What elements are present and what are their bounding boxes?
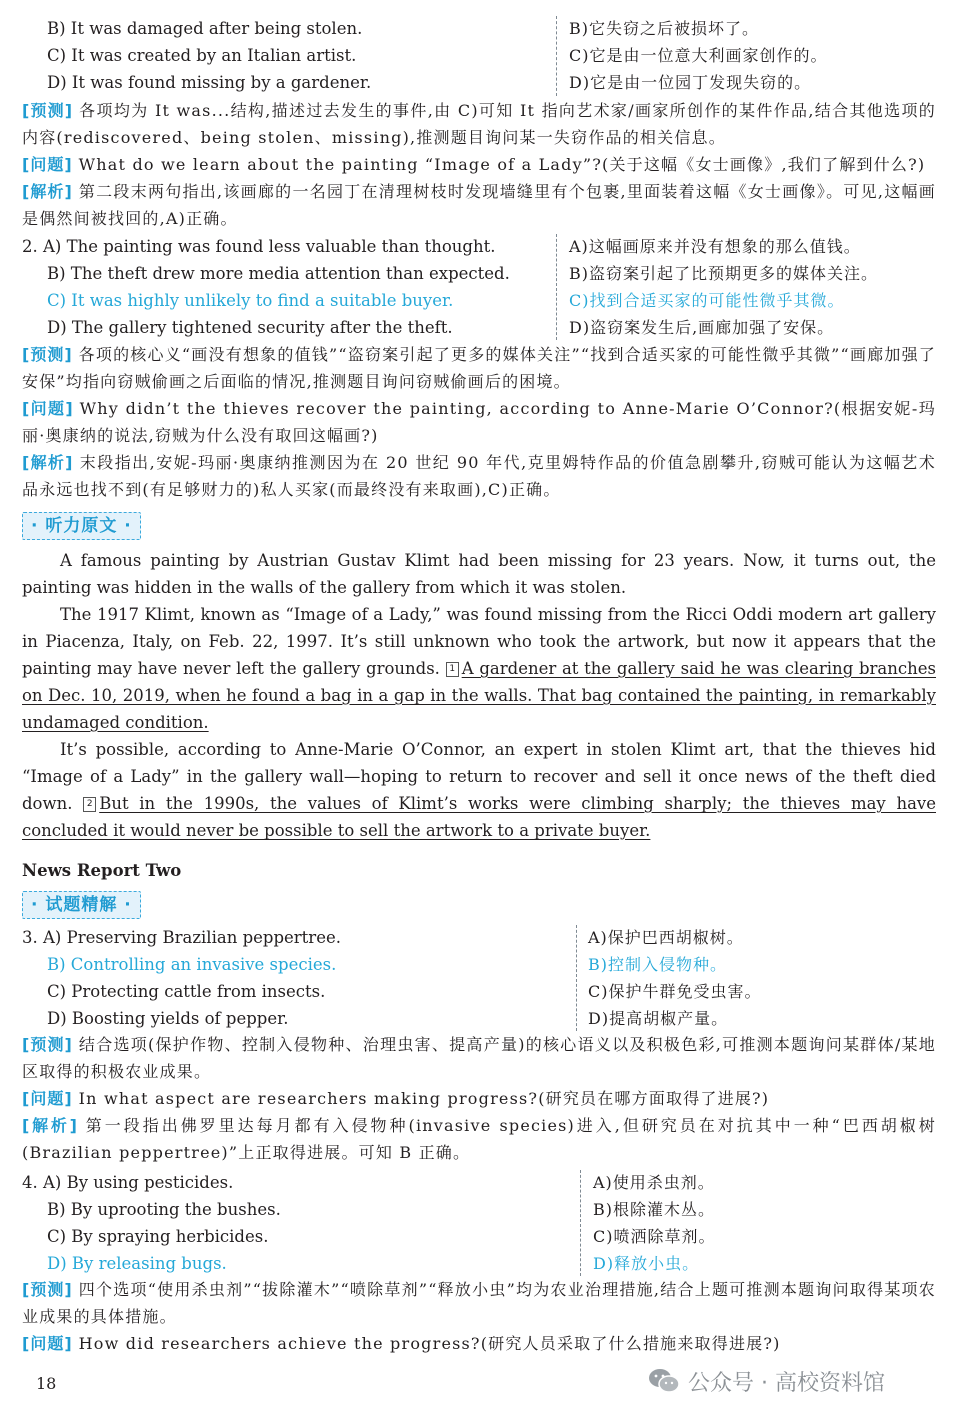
q4-predict [22,1276,936,1330]
option-zh: C)它是由一位意大利画家创作的。 [569,46,828,65]
q1-option-d [0,70,956,96]
q1-analysis [22,178,936,232]
q4-option-a [0,1170,956,1196]
question-text: What do we learn about the painting “Image of a Lady”?(关于这幅《女士画像》,我们了解到什么?) [78,155,926,174]
option-en: D) The gallery tightened security after the theft. [47,318,453,337]
question-text: Why didn’t the thieves recover the painting, according to Anne-Marie O’Connor?(根据安妮-玛丽·奥康纳的说法,窃贼为什么没有取回这幅画?) [22,399,936,445]
answer-marker-2: 2 [83,797,96,812]
column-divider [580,1170,581,1276]
option-zh: B)盗窃案引起了比预期更多的媒体关注。 [569,264,879,283]
predict-label: [预测] [22,101,74,120]
analysis-text: 第一段指出佛罗里达每月都有入侵物种(invasive species)进入,但研究员在对抗其中一种“巴西胡椒树(Brazilian peppertree)”上正取得进展。可知 B 正确。 [22,1116,936,1162]
option-zh: A)这幅画原来并没有想象的那么值钱。 [569,237,861,256]
analysis-heading: · 试题精解 · [22,891,141,919]
predict-label: [预测] [22,345,73,364]
option-en: C) It was created by an Italian artist. [47,46,357,65]
option-en: C) It was highly unlikely to find a suitable buyer. [47,291,454,310]
transcript-paragraph-3 [22,736,936,844]
column-divider [556,16,557,96]
option-zh: C)保护牛群免受虫害。 [588,982,762,1001]
q4-option-c [0,1224,956,1250]
analysis-text: 第二段末两句指出,该画廊的一名园丁在清理树枝时发现墙缝里有个包裹,里面装着这幅《女士画像》。可见,这幅画是偶然间被找回的,A)正确。 [22,182,936,228]
question-label: [问题] [22,399,74,418]
underlined-answer-1: A gardener at the gallery said he was clearing branches on Dec. 10, 2019, when he found a bag in a gap in the walls. That bag contained the painting, in remarkably undamaged condition. [22,659,937,732]
option-zh: D)提高胡椒产量。 [588,1009,729,1028]
q2-predict [22,341,936,395]
analysis-label: [解析] [22,182,73,201]
option-zh: D)盗窃案发生后,画廊加强了安保。 [569,318,835,337]
transcript-body [22,547,936,844]
q2-analysis [22,449,936,503]
transcript-paragraph-2 [22,601,936,736]
predict-text: 各项均为 It was...结构,描述过去发生的事件,由 C)可知 It 指向艺术家/画家所创作的某件作品,结合其他选项的内容(rediscovered、being stolen、missing),推测题目询问某一失窃作品的相关信息。 [22,101,936,147]
question-text: How did researchers achieve the progress?(研究人员采取了什么措施来取得进展?) [78,1334,781,1353]
q3-option-b-correct [0,952,956,978]
option-zh: B)控制入侵物种。 [588,955,728,974]
q3-option-a [0,925,956,951]
q4-question [22,1330,936,1357]
q1-option-c [0,43,956,69]
q4-option-b [0,1197,956,1223]
watermark-text: 公众号 · 高校资料馆 [688,1370,885,1396]
analysis-label: [解析] [22,1116,78,1135]
option-zh: D)它是由一位园丁发现失窃的。 [569,73,812,92]
q1-predict [22,97,936,151]
option-en: B) By uprooting the bushes. [47,1200,281,1219]
analysis-label: [解析] [22,453,74,472]
underlined-answer-2: But in the 1990s, the values of Klimt’s works were climbing sharply; the thieves may have concluded it would never be possible to sell the artwork to a private buyer. [22,794,936,840]
column-divider [576,925,577,1031]
option-en: 2. A) The painting was found less valuable than thought. [22,237,496,256]
option-en: B) It was damaged after being stolen. [47,19,363,38]
predict-text: 四个选项“使用杀虫剂”“拔除灌木”“喷除草剂”“释放小虫”均为农业治理措施,结合上题可推测本题询问取得某项农业成果的具体措施。 [22,1280,936,1326]
q2-option-c-correct [0,288,956,314]
q1-option-b [0,16,956,42]
q3-predict [22,1031,936,1085]
column-divider [556,234,557,340]
option-en: D) It was found missing by a gardener. [47,73,372,92]
wechat-icon [648,1367,680,1395]
option-zh: B)根除灌木丛。 [593,1200,716,1219]
option-zh: A)保护巴西胡椒树。 [588,928,744,947]
option-zh: A)使用杀虫剂。 [593,1173,715,1192]
option-en: D) Boosting yields of pepper. [47,1009,289,1028]
question-label: [问题] [22,1334,73,1353]
news-report-two-title: News Report Two [22,861,182,880]
question-label: [问题] [22,155,73,174]
q2-option-b [0,261,956,287]
q3-option-d [0,1006,956,1032]
option-zh: B)它失窃之后被损坏了。 [569,19,760,38]
analysis-text: 末段指出,安妮-玛丽·奥康纳推测因为在 20 世纪 90 年代,克里姆特作品的价值急剧攀升,窃贼可能认为这幅艺术品永远也找不到(有足够财力的)私人买家(而最终没有来取画),C)正确。 [22,453,936,499]
page-number: 18 [36,1374,57,1393]
predict-text: 各项的核心义“画没有想象的值钱”“盗窃案引起了更多的媒体关注”“找到合适买家的可能性微乎其微”“画廊加强了安保”均指向窃贼偷画之后面临的情况,推测题目询问窃贼偷画后的困境。 [22,345,936,391]
q2-option-a [0,234,956,260]
q3-option-c [0,979,956,1005]
option-en: 4. A) By using pesticides. [22,1173,234,1192]
q3-analysis [22,1112,936,1166]
option-en: B) Controlling an invasive species. [47,955,337,974]
paragraph-text: The 1917 Klimt, known as “Image of a Lady,” was found missing from the Ricci Oddi modern art gallery in Piacenza, Italy, on Feb. 22, 1997. It’s still unknown who took the artwork, but now it appears that the painting may have never left the gallery grounds. [22,605,936,678]
option-en: D) By releasing bugs. [47,1254,227,1273]
predict-text: 结合选项(保护作物、控制入侵物种、治理虫害、提高产量)的核心语义以及积极色彩,可推测本题询问某群体/某地区取得的积极农业成果。 [22,1035,936,1081]
q1-question [22,151,936,178]
predict-label: [预测] [22,1280,73,1299]
transcript-paragraph-1: A famous painting by Austrian Gustav Klimt had been missing for 23 years. Now, it turns out, the painting was hidden in the walls of the gallery from which it was stolen. [22,551,936,597]
question-text: In what aspect are researchers making progress?(研究员在哪方面取得了进展?) [78,1089,770,1108]
q2-option-d [0,315,956,341]
predict-label: [预测] [22,1035,73,1054]
option-en: C) Protecting cattle from insects. [47,982,326,1001]
option-en: B) The theft drew more media attention than expected. [47,264,510,283]
q2-question [22,395,936,449]
watermark [648,1364,885,1398]
option-zh: C)喷洒除草剂。 [593,1227,716,1246]
q3-question [22,1085,936,1112]
option-en: 3. A) Preserving Brazilian peppertree. [22,928,341,947]
option-zh: D)释放小虫。 [593,1254,700,1273]
answer-marker-1: 1 [446,662,459,677]
q4-option-d-correct [0,1251,956,1277]
paragraph-text: It’s possible, according to Anne-Marie O’Connor, an expert in stolen Klimt art, that the thieves hid “Image of a Lady” in the gallery wall—hoping to return to recover and sell it once news of the theft died down. [22,740,936,813]
option-zh: C)找到合适买家的可能性微乎其微。 [569,291,845,310]
question-label: [问题] [22,1089,73,1108]
option-en: C) By spraying herbicides. [47,1227,269,1246]
transcript-heading: · 听力原文 · [22,512,141,540]
